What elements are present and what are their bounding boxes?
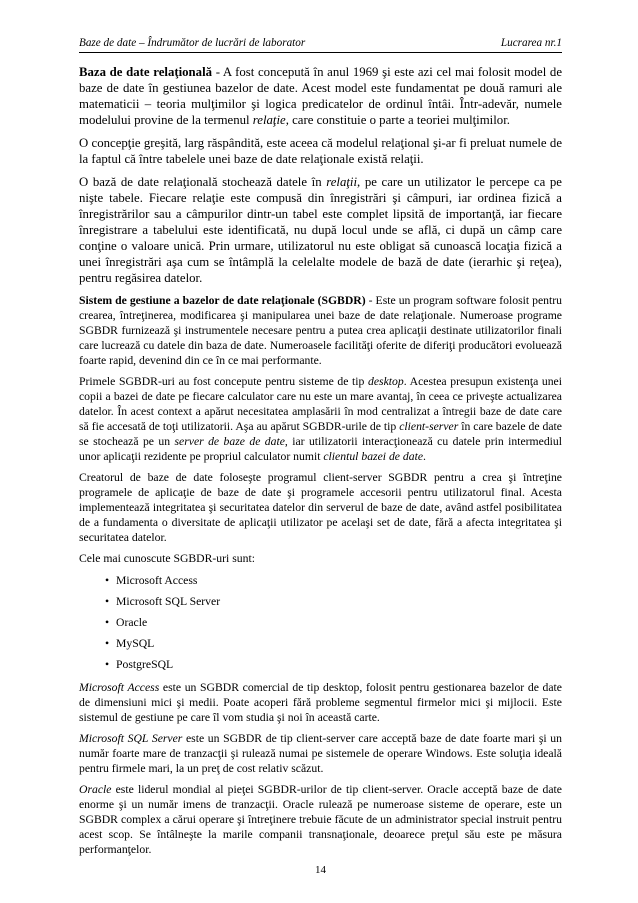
bullet-marker: • — [105, 595, 110, 608]
paragraph-text: , pe care un utilizator le percepe ca pe nişte tabele. Fiecare relaţie este compusă din înregistrări şi câmpuri, iar ordinea fizică a înregistrărilor sau a câmpurilor dintr-un tabel este complet lipsită de importanţă, iar fiecare înregistrare a tabelului este identificată, nu după locul unde se află, ci după un câmp care conţine o valoare unică. Prin urmare, utilizatorul nu este obligat să cunoască locaţia fizică a unei înregistrări aşa cum se întâmplă la celelalte modele de bază de date (ierarhic şi reţea), pentru regăsirea datelor. — [79, 175, 562, 285]
paragraph-relations — [79, 174, 562, 286]
list-item — [105, 612, 562, 633]
italic-term: Microsoft SQL Server — [79, 732, 183, 745]
paragraph-text: - Este un program software folosit pentru crearea, întreţinerea, modificarea şi manipularea unei baze de date relaţionale. Numeroase programe SGBDR furnizează şi instrumentele necesare pentru a putea crea aplicaţii destinate utilizatorilor finali care lucrează cu datele din baza de date. Numeroasele facilităţi oferite de diferiţi producători evoluează foarte rapid, devenind din ce în ce mai performante. — [79, 294, 563, 367]
paragraph-text: - A fost concepută în anul 1969 şi este azi cel mai folosit model de baze de date în gestiunea bazelor de date. Acest model este fundamentat pe două ramuri ale matematicii – teoria mulţimilor şi logica predicatelor de ordinul întâi. Într-adevăr, numele modelului provine de la termenul — [79, 65, 562, 127]
paragraph-text: este un SGBDR de tip client-server care acceptă baze de date foarte mari şi un număr foarte mare de tranzacţii şi rulează numai pe sistemele de operare Windows. Este soluţia ideală pentru firmele mari, la un preţ de cost relativ scăzut. — [79, 732, 562, 775]
list-intro: Cele mai cunoscute SGBDR-uri sunt: — [79, 552, 255, 565]
list-item-label: Microsoft Access — [116, 574, 198, 587]
paragraph-text: , iar utilizatorii interacţionează cu datele prin intermediul unor aplicaţii rezidente pe propriul calculator numit — [79, 435, 562, 463]
list-item — [105, 591, 562, 612]
paragraph-relational-database — [79, 64, 562, 128]
list-item-label: PostgreSQL — [116, 658, 174, 671]
paragraph-desktop-client-server — [79, 374, 562, 464]
list-item — [105, 654, 562, 675]
italic-term: relaţii — [326, 175, 358, 189]
paragraph-misconception: O concepţie greşită, larg răspândită, este aceea că modelul relaţional şi-ar fi preluat numele de la faptul că între tabelele unei baze de date relaţionale există relaţii. — [79, 136, 562, 166]
sgbdr-list — [79, 570, 562, 675]
italic-term: client-server — [399, 420, 459, 433]
paragraph-microsoft-access — [79, 680, 562, 725]
list-item — [105, 633, 562, 654]
bullet-marker: • — [105, 574, 110, 587]
italic-term: desktop — [368, 375, 404, 388]
paragraph-text: în care bazele de date se stochează pe un — [79, 420, 562, 448]
paragraph-text: Primele SGBDR-uri au fost concepute pentru sisteme de tip — [79, 375, 369, 388]
paragraph-sgbdr-definition — [79, 293, 562, 368]
paragraph-oracle — [79, 782, 562, 857]
running-header-title: Baze de date – Îndrumător de lucrări de laborator — [79, 37, 306, 49]
paragraph-database-creator: Creatorul de baze de date foloseşte programul client-server SGBDR pentru a crea şi întreţine programele de aplicaţie de baze de date şi programele accesorii pentru utilizatorul final. Acesta implementează integritatea şi securitatea datelor din serverul de baze de date, având astfel posibilitatea de a fundamenta o diversitate de aplicaţii utilizator pe acelaşi set de date, fără a afecta integritatea şi securitatea datelor. — [79, 471, 562, 544]
italic-term: relaţie, — [252, 113, 289, 127]
bold-term: Sistem de gestiune a bazelor de date relaţionale (SGBDR) — [79, 294, 366, 307]
list-item-label: Microsoft SQL Server — [116, 595, 221, 608]
paragraph-text: O bază de date relaţională stochează datele în — [79, 175, 327, 189]
list-item-label: Oracle — [116, 616, 148, 629]
bullet-marker: • — [105, 616, 110, 629]
paragraph-sql-server — [79, 731, 562, 776]
paragraph-text: . Acestea presupun existenţa unei copii a bazei de date pe fiecare calculator care nu este un mare avantaj, în ceea ce priveşte actualizarea datelor. În acest context a apărut necesitatea amplasării în mod centralizat a întregii baze de date care să fie accesată de toţi utilizatorii. Aşa au apărut SGBDR-urile de tip — [79, 375, 562, 433]
list-item-label: MySQL — [116, 637, 155, 650]
paragraph-text: care constituie o parte a teoriei mulţimilor. — [288, 113, 510, 127]
paragraph-text: este liderul mondial al pieţei SGBDR-urilor de tip client-server. Oracle acceptă baze de date enorme şi un număr imens de tranzacţii. Oracle rulează pe numeroase sisteme de operare, este un SGBDR complex a cărui operare şi întreţinere trebuie făcute de un administrator special instruit pentru acest scop. Se întâlneşte la marile companii transnaţionale, deoarece preţul său este pe măsura performanţelor. — [79, 783, 562, 856]
italic-term: server de baze de date — [174, 435, 285, 448]
paragraph-text: este un SGBDR comercial de tip desktop, folosit pentru gestionarea bazelor de date de dimensiuni mici şi medii. Poate acoperi fără probleme segmentul firmelor mici şi mijlocii. Este sistemul de gestiune pe care îl vom studia şi noi în această carte. — [79, 681, 562, 724]
italic-term: clientul bazei de date — [323, 450, 424, 463]
bold-term: Baza de date relaţională — [79, 65, 213, 79]
paragraph-text: . — [423, 450, 426, 463]
document-page — [79, 36, 562, 877]
italic-term: Oracle — [79, 783, 112, 796]
bullet-marker: • — [105, 637, 110, 650]
running-header-lesson: Lucrarea nr.1 — [500, 37, 562, 49]
page-number: 14 — [315, 864, 326, 876]
italic-term: Microsoft Access — [79, 681, 160, 694]
bullet-marker: • — [105, 658, 110, 671]
list-item — [105, 570, 562, 591]
running-header — [79, 36, 562, 53]
